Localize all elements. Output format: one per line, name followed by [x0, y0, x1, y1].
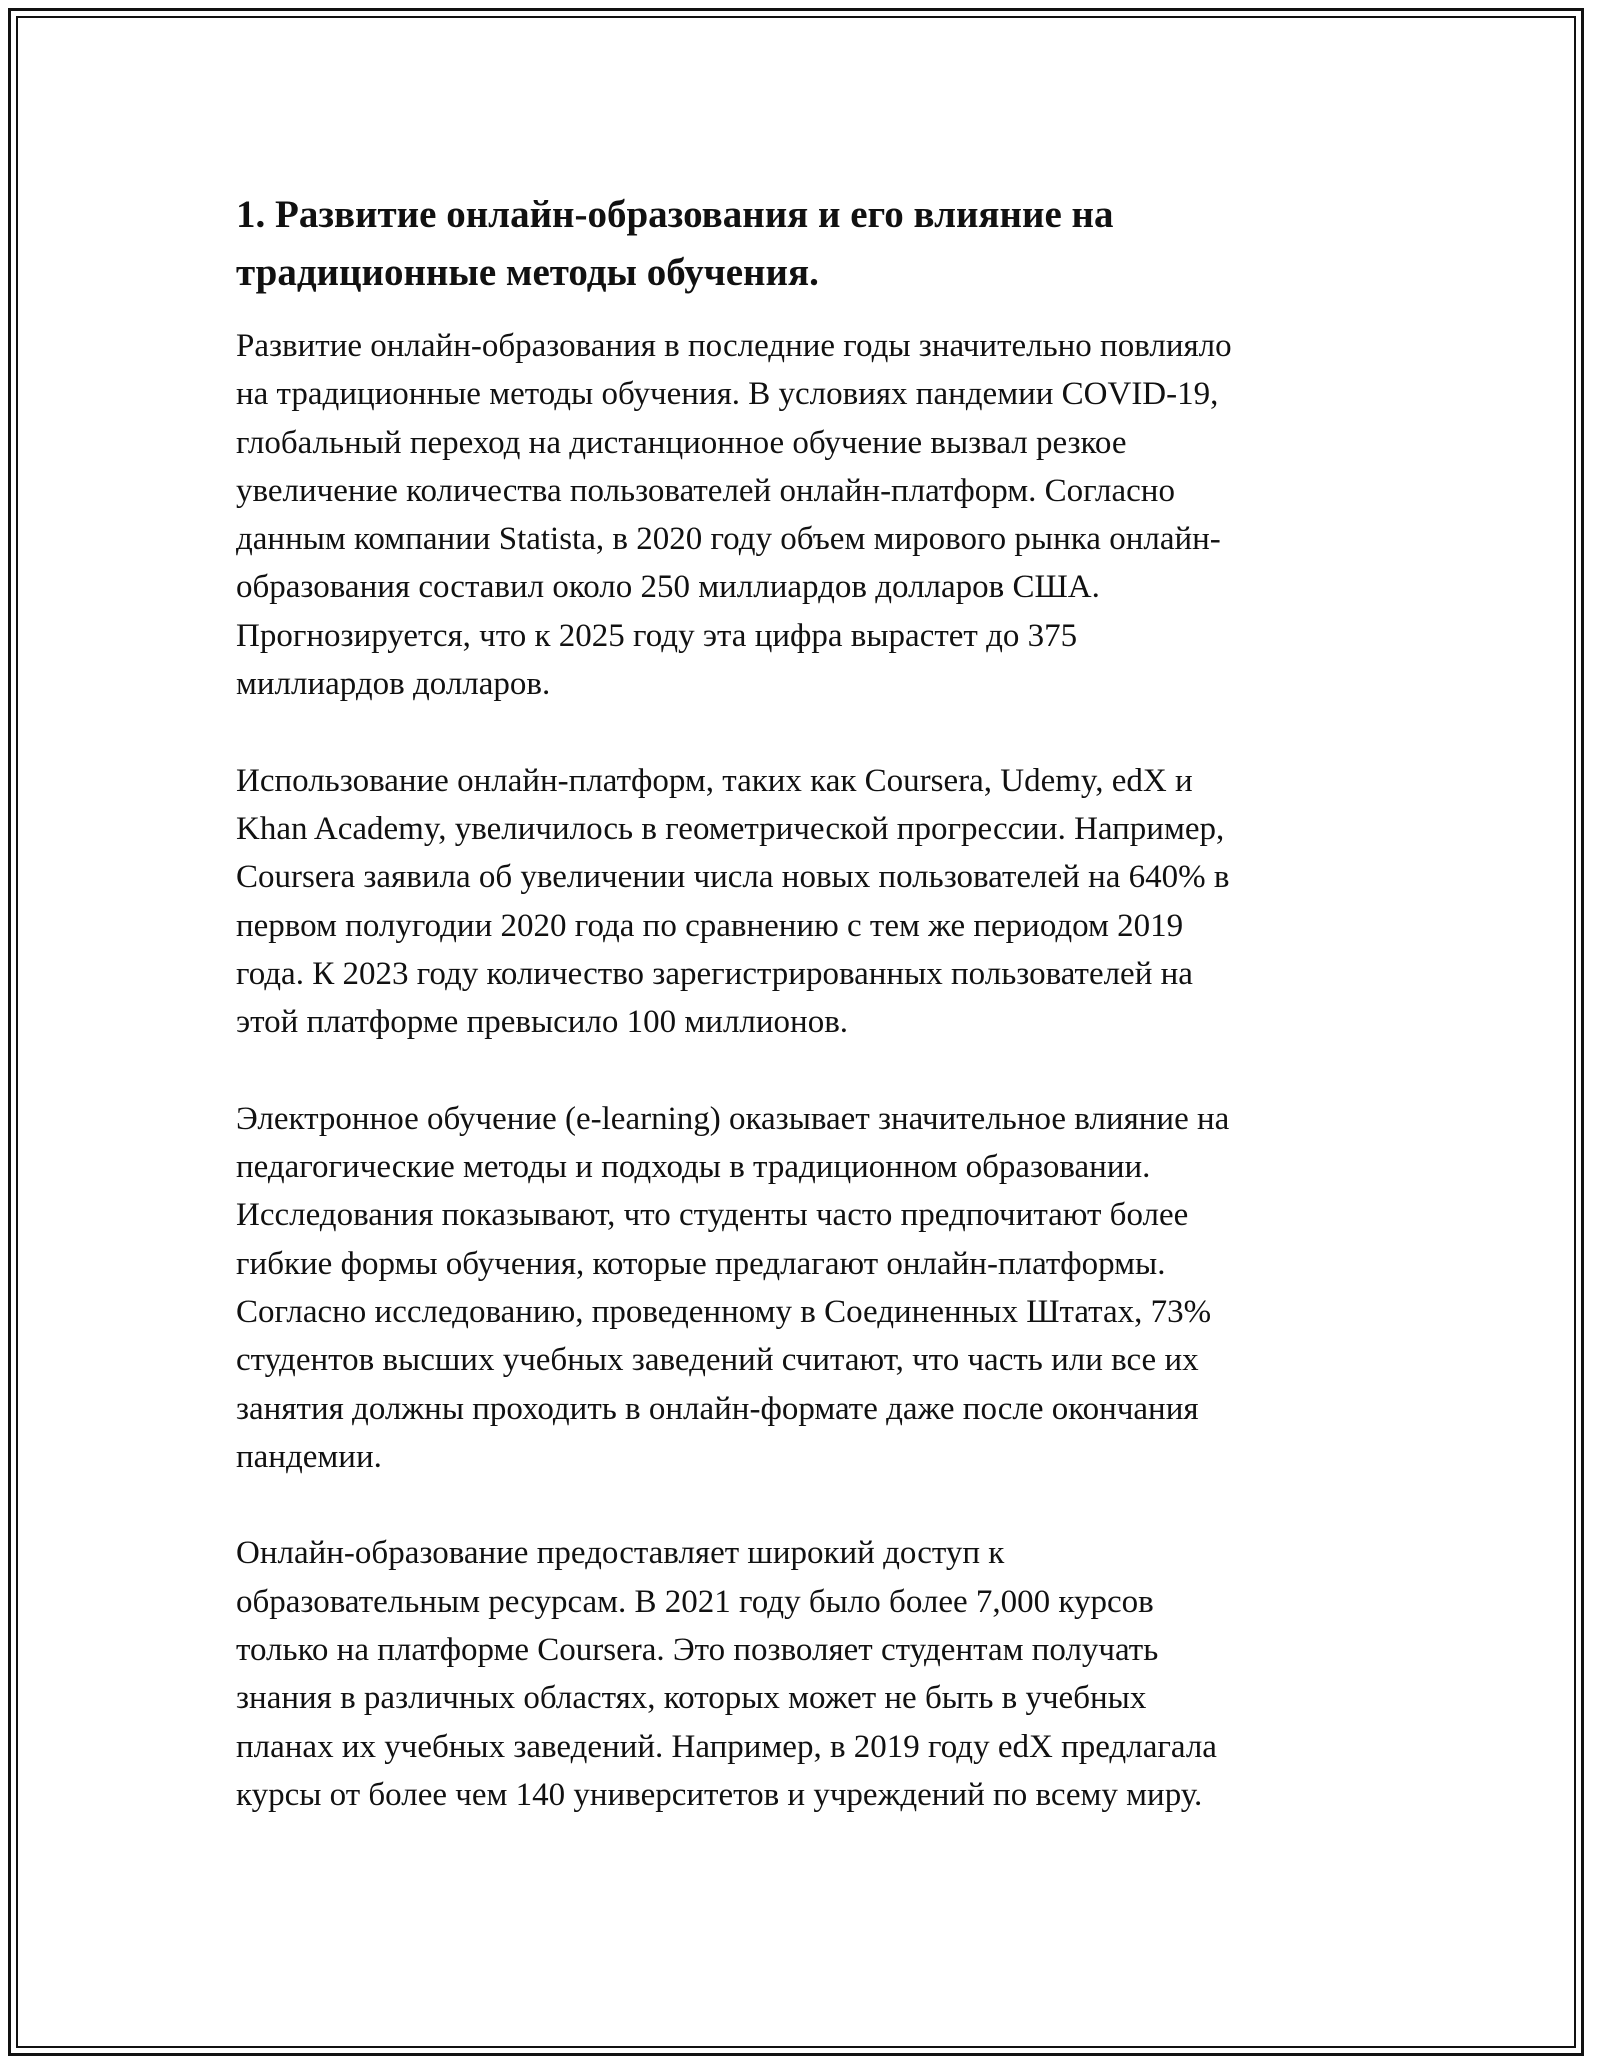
section-heading: 1. Развитие онлайн-образования и его влияние на традиционные методы обучения.: [236, 193, 1114, 294]
paragraph-4: Онлайн-образование предоставляет широкий доступ к образовательным ресурсам. В 2021 году было более 7,000 курсов только на платформе Coursera. Это позволяет студентам получать знания в различных областях, которых может не быть в учебных планах их учебных заведений. Например, в 2019 году edX предлагала курсы от более чем 140 университетов и учреждений по всему миру.: [236, 1535, 1217, 1813]
paragraph-1: Развитие онлайн-образования в последние годы значительно повлияло на традиционные методы обучения. В условиях пандемии COVID-19, глобальный переход на дистанционное обучение вызвал резкое увеличение количества пользователей онлайн-платформ. Согласно данным компании Statista, в 2020 году объем мирового рынка онлайн- образования составил около 250 миллиардов долларов США. Прогнозируется, что к 2025 году эта цифра вырастет до 375 миллиардов долларов.: [236, 328, 1232, 703]
document-body: [236, 186, 1376, 1868]
paragraph-2: Использование онлайн-платформ, таких как Coursera, Udemy, edX и Khan Academy, увеличилось в геометрической прогрессии. Например, Coursera заявила об увеличении числа новых пользователей на 640% в первом полугодии 2020 года по сравнению с тем же периодом 2019 года. К 2023 году количество зарегистрированных пользователей на этой платформе превысило 100 миллионов.: [236, 762, 1230, 1041]
paragraph-3: Электронное обучение (e-learning) оказывает значительное влияние на педагогические методы и подходы в традиционном образовании. Исследования показывают, что студенты часто предпочитают более гибкие формы обучения, которые предлагают онлайн-платформы. Согласно исследованию, проведенному в Соединенных Штатах, 73% студентов высших учебных заведений считают, что часть или все их занятия должны проходить в онлайн-формате даже после окончания пандемии.: [236, 1100, 1230, 1475]
